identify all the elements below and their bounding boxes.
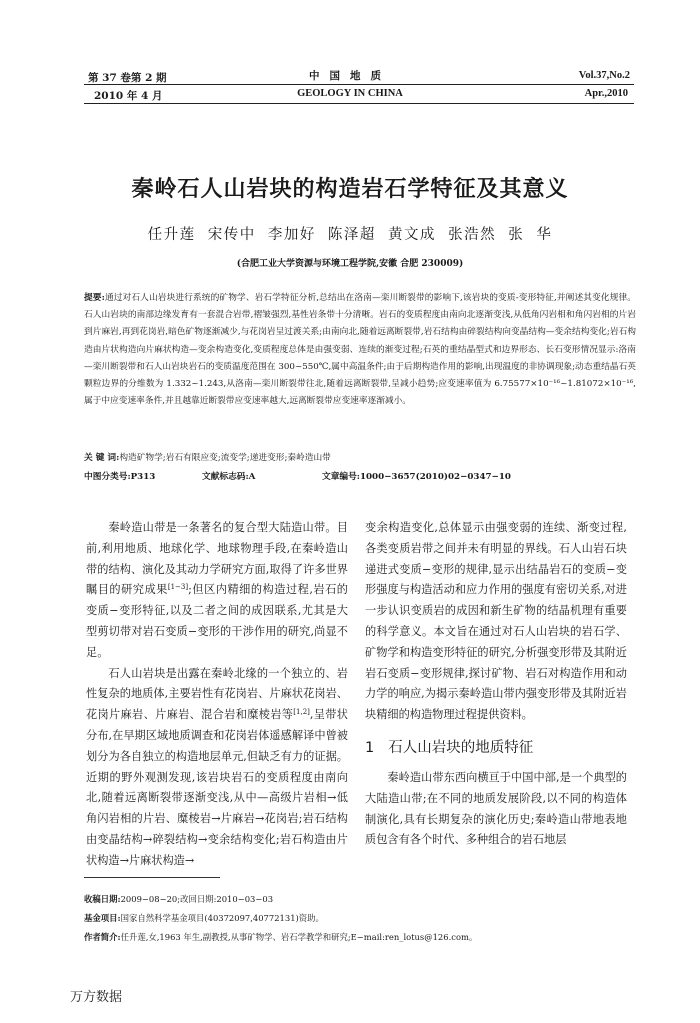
article-number: 文章编号:1000−3657(2010)02−0347−10 [322,472,511,482]
footnote-label: 收稿日期: [84,894,121,904]
header-date-en: Apr.,2010 [584,88,628,99]
footnote-text: 国家自然科学基金项目(40372097,40772131)资助。 [120,913,324,923]
footnote-label: 作者简介: [84,932,121,942]
section-heading [365,738,627,758]
header-volume-en: Vol.37,No.2 [578,70,630,81]
clc-number: 中图分类号:P313 [84,472,156,482]
keywords-label: 关 键 词: [84,453,120,463]
paragraph-text: 秦岭造山带东西向横亘于中国中部,是一个典型的大陆造山带;在不同的地质发展阶段,以不同的构造体制演化,具有长期复杂的演化历史;秦岭造山带地表地质包含有各个时代、多种组合的岩石地层 [365,770,627,847]
paragraph-text: ;但区内精细的构造过程,岩石的变质−变形特征,以及二者之间的成因联系,尤其是大型剪切带对岩石变质−变形的干涉作用的研究,尚显不足。 [86,583,348,659]
document-code: 文献标志码:A [202,472,256,482]
footnote-text: 任升莲,女,1963 年生,副教授,从事矿物学、岩石学教学和研究;E−mail:ren_lotus@126.com。 [120,932,478,942]
footnote-label: 基金项目: [84,913,121,923]
article-affiliation: (合肥工业大学资源与环境工程学院,安徽 合肥 230009) [236,259,464,269]
body-paragraph [86,518,348,664]
abstract [84,290,636,410]
paragraph-text: 秦岭造山带是一条著名的复合型大陆造山带。目前,利用地质、地球化学、地球物理手段,在秦岭造山带的结构、演化及其动力学研究方面,取得了许多世界瞩目的研究成果 [86,521,348,597]
footnote-rule [84,877,220,878]
body-paragraph [365,768,627,851]
footnote-text: 2009−08−20;改回日期:2010−03−03 [120,894,274,904]
header-journal-cn: 中国地质 [309,70,391,82]
footnote-author [84,931,477,943]
paragraph-text: 石人山岩块是出露在秦岭北缘的一个独立的、岩性复杂的地质体,主要岩性有花岗岩、片麻状花岗岩、花岗片麻岩、片麻岩、混合岩和糜棱岩等 [86,666,348,722]
section-title: 石人山岩块的地质特征 [388,739,534,756]
keywords [84,450,636,466]
footnote-received [84,893,273,905]
header-volume-cn: 第 37 卷第 2 期 [88,72,167,84]
header-rule-top [84,84,634,85]
body-paragraph [365,518,627,726]
article-title: 秦岭石人山岩块的构造岩石学特征及其意义 [131,177,569,202]
abstract-label: 提要: [84,293,105,303]
header-date-cn: 2010 年 4 月 [94,90,163,102]
keywords-text: 构造矿物学;岩石有限应变;流变学;递进变形;秦岭造山带 [119,453,331,463]
footnote-fund [84,912,324,924]
section-number: 1 [365,739,375,756]
paragraph-text: ,呈带状分布,在早期区域地质调查和花岗岩体遥感解译中曾被划分为各自独立的构造地层单元,但缺乏有力的证据。近期的野外观测发现,该岩块岩石的变质程度由南向北,随着远离断裂带逐渐变浅,从中—高级片岩相→低角闪岩相的片岩、糜棱岩→片麻岩→花岗岩;岩石结构由变晶结构→碎裂结构→变余结构变化;岩石构造由片状构造→片麻状构造→ [86,708,348,867]
header-journal-en: GEOLOGY IN CHINA [297,88,403,99]
header-rule-bottom [84,103,634,104]
watermark: 万方数据 [70,990,123,1005]
article-authors: 任升莲 宋传中 李加好 陈泽超 黄文成 张浩然 张 华 [147,227,553,243]
body-paragraph [86,664,348,872]
citation: [1−3] [167,583,189,592]
paragraph-text: 变余构造变化,总体显示由强变弱的连续、渐变过程,各类变质岩带之间并未有明显的界线。石人山岩石块递进式变质−变形的规律,显示出结晶岩石的变质−变形强度与构造活动和应力作用的强度有密切关系,对进一步认识变质岩的成因和新生矿物的结晶机理有重要的科学意义。本文旨在通过对石人山岩块的岩石学、矿物学和构造变形特征的研究,分析强变形带及其附近岩石变质−变形规律,探讨矿物、岩石对构造作用和动力学的响应,为揭示秦岭造山带内强变形带及其附近岩块精细的构造物理过程提供资料。 [365,521,627,722]
citation: [1,2] [293,708,310,717]
body-column-right [365,518,627,851]
abstract-text: 通过对石人山岩块进行系统的矿物学、岩石学特征分析,总结出在洛南—栾川断裂带的影响下,该岩块的变质-变形特征,并阐述其变化规律。石人山岩块的南部边缘发育有一套混合岩带,褶皱强烈,基性岩条带十分清晰。岩石的变质程度由南向北逐渐变浅,从低角闪岩相和角闪岩相的片岩到片麻岩,再到花岗岩,暗色矿物逐渐减少,与花岗岩呈过渡关系;由南向北,随着远离断裂带,岩石结构由碎裂结构向变晶结构—变余结构变化;岩石构造由片状构造向片麻状构造—变余构造变化,变质程度总体是由强变弱、连续的渐变过程;石英的重结晶型式和边界形态、长石变形情况显示:洛南—栾川断裂带和石人山岩块岩石的变质温度范围在 300~550℃,属中高温条件;由于后期构造作用的影响,出现温度的非协调现象;动态重结晶石英颗粒边界的分维数为 1.332~1.243,从洛南—栾川断裂带往北,随着远离断裂带,呈减小趋势;应变速率值为 6.75577×10⁻¹⁶~1.81072×10⁻¹⁶,属于中应变速率条件,并且越靠近断裂带应变速率越大,远离断裂带应变速率逐渐减小。 [84,293,636,407]
body-column-left [86,518,348,872]
